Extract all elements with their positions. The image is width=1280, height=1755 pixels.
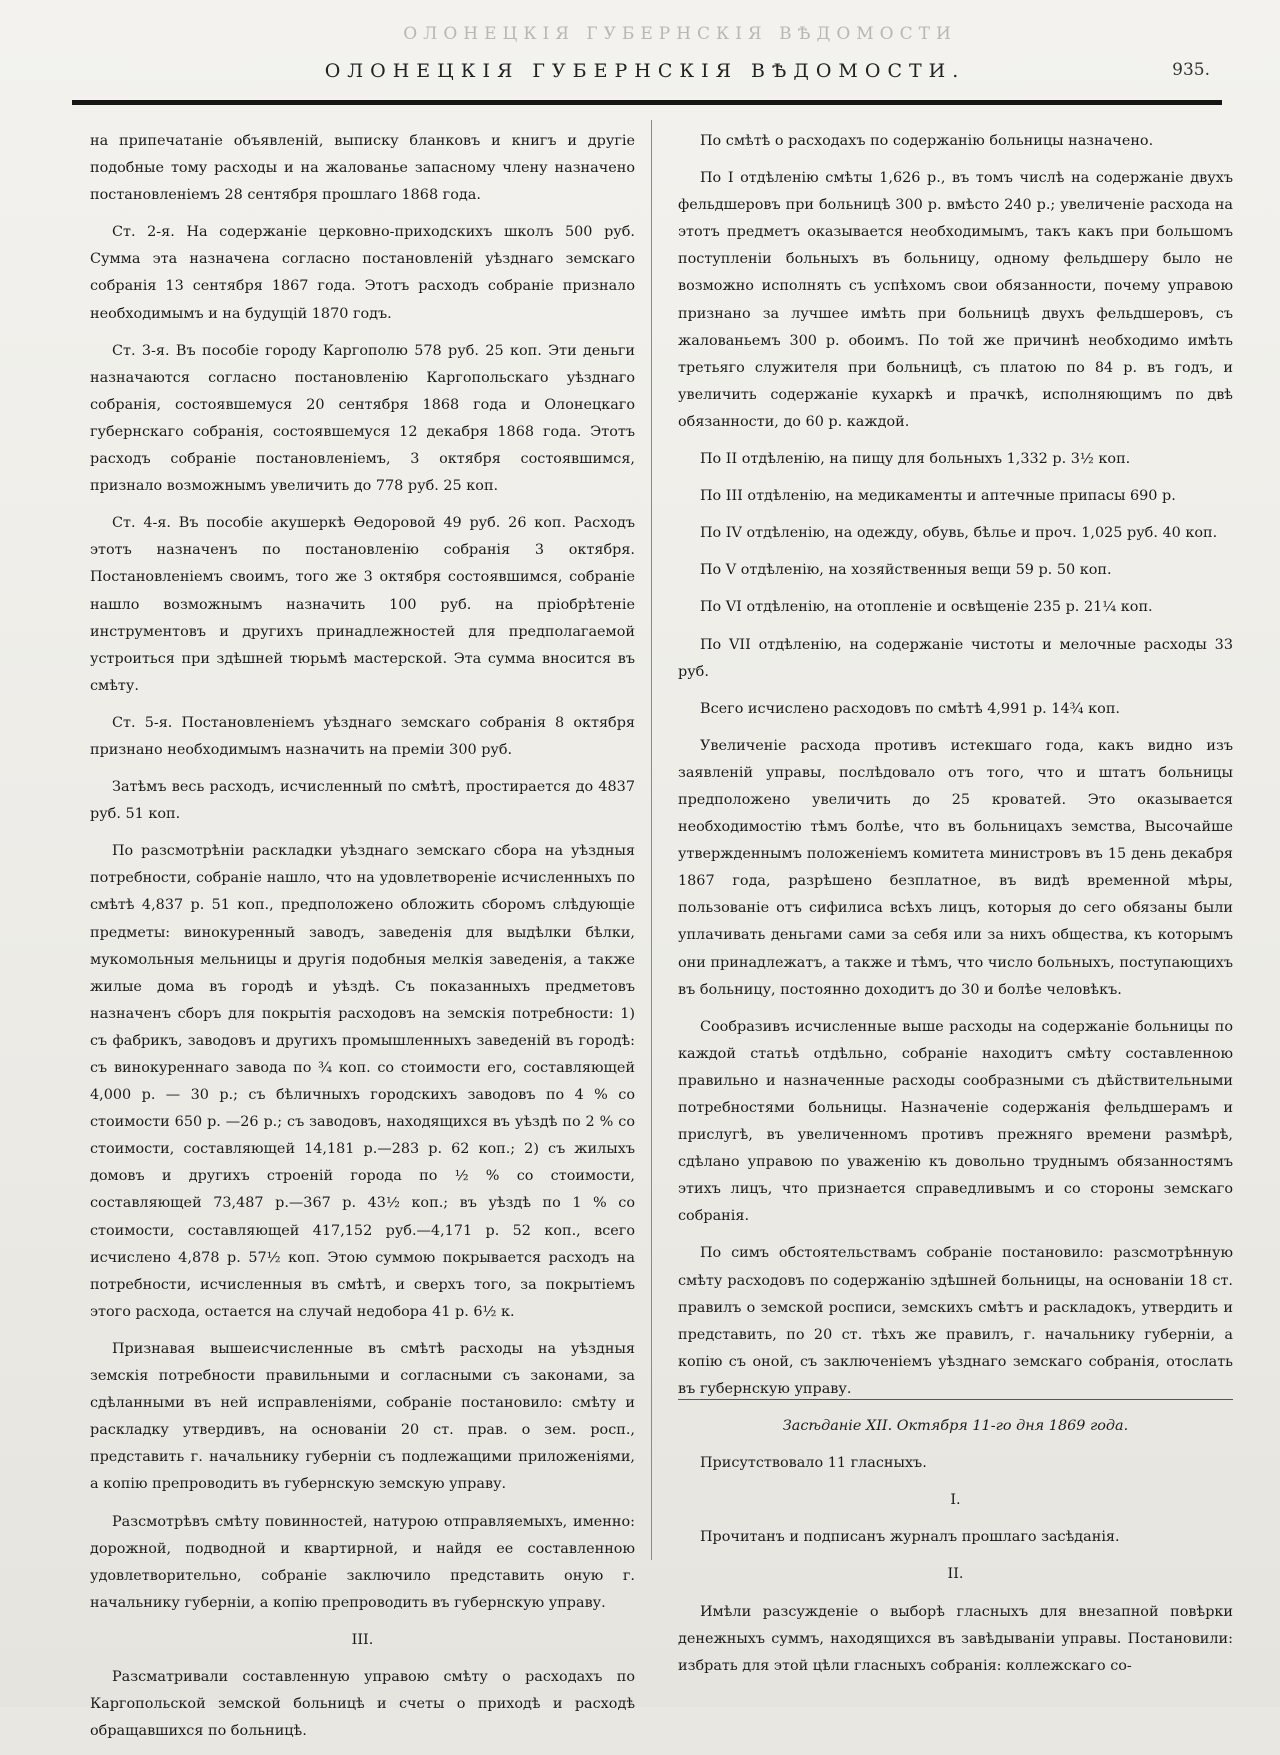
paragraph: Ст. 4-я. Въ пособіе акушеркѣ Ѳедоровой 49 руб. 26 коп. Расходъ этотъ назначенъ по постановленію собранія 3 октября. Постановленіемъ своимъ, того же 3 октября состоявшимся, собраніе нашло возможнымъ назначить 100 руб. на пріобрѣтеніе инструментовъ и другихъ принадлежностей для предполагаемой устроиться при здѣшней тюрьмѣ мастерской. Эта сумма вносится въ смѣту. [90,515,635,694]
paragraph: на припечатаніе объявленій, выписку бланковъ и книгъ и другіе подобные тому расходы и на жалованье запасному члену назначено постановленіемъ 28 сентября прошлаго 1868 года. [90,133,635,204]
right-column [678,128,1233,1690]
paragraph: По VII отдѣленію, на содержаніе чистоты и мелочные расходы 33 руб. [678,636,1233,680]
column-divider [651,120,652,1560]
paragraph: Ст. 5-я. Постановленіемъ уѣзднаго земскаго собранія 8 октября признано необходимымъ назначить на преміи 300 руб. [90,714,635,758]
paragraph: Разсматривали составленную управою смѣту о расходахъ по Каргопольской земской больницѣ и счеты о приходѣ и расходѣ обращавшихся по больницѣ. [90,1668,635,1740]
paragraph: Присутствовало 11 гласныхъ. [700,1455,927,1472]
paragraph: Увеличеніе расхода противъ истекшаго года, какъ видно изъ заявленій управы, послѣдовало отъ того, что и штатъ больницы предположено увеличить до 25 кроватей. Это оказывается необходимостію тѣмъ болѣе, что въ больницахъ земства, Высочайше утвержденнымъ положеніемъ комитета министровъ въ 15 день декабря 1867 года, разрѣшено безплатное, въ видѣ временной мѣры, пользованіе отъ сифилиса всѣхъ лицъ, которыя до сего обязаны были уплачивать деньгами сами за себя или за нихъ общества, къ которымъ они принадлежатъ, а также и тѣмъ, что число больныхъ, поступающихъ въ больницу, постоянно доходитъ до 30 и болѣе человѣкъ. [678,737,1233,998]
page-header [70,58,1220,94]
paragraph: Затѣмъ весь расходъ, исчисленный по смѣтѣ, простирается до 4837 руб. 51 коп. [90,779,635,823]
header-rule [72,100,1222,105]
paragraph: Имѣли разсужденіе о выборѣ гласныхъ для внезапной повѣрки денежныхъ суммъ, находящихся въ завѣдываніи управы. Постановили: избрать для этой цѣли гласныхъ собранія: коллежскаго со- [678,1603,1233,1674]
paragraph: Разсмотрѣвъ смѣту повинностей, натурою отправляемыхъ, именно: дорожной, подводной и квартирной, и найдя ее составленною удовлетворительно, собраніе заключило представить оную г. начальнику губерніи, а копію препроводить въ губернскую управу. [90,1513,635,1611]
left-column [90,128,635,1755]
paragraph: Сообразивъ исчисленные выше расходы на содержаніе больницы по каждой статьѣ отдѣльно, собраніе находитъ смѣту составленною правильно и назначенные расходы сообразными съ дѣйствительными потребностями больницы. Назначеніе содержанія фельдшерамъ и прислугѣ, въ увеличенномъ противъ прежняго времени размѣрѣ, сдѣлано управою по уваженію къ довольно труднымъ обязанностямъ этихъ лицъ, что признается справедливымъ и со стороны земскаго собранія. [678,1018,1233,1225]
paragraph: По III отдѣленію, на медикаменты и аптечные припасы 690 р. [700,488,1176,505]
paragraph: Всего исчислено расходовъ по смѣтѣ 4,991 р. 14¾ коп. [700,700,1120,717]
paragraph: Ст. 3-я. Въ пособіе городу Каргополю 578 руб. 25 коп. Эти деньги назначаются согласно постановленію Каргопольскаго уѣзднаго собранія, состоявшемуся 20 сентября 1868 года и Олонецкаго губернскаго собранія, состоявшемуся 12 декабря 1868 года. Этотъ расходъ собраніе постановленіемъ, 3 октября состоявшимся, признало возможнымъ увеличить до 778 руб. 25 коп. [90,342,635,495]
session-heading: Засѣданіе XII. Октября 11-го дня 1869 года. [678,1413,1233,1440]
paragraph: По II отдѣленію, на пищу для больныхъ 1,332 р. 3½ коп. [700,451,1131,468]
paragraph: По VI отдѣленію, на отопленіе и освѣщеніе 235 р. 21¼ коп. [700,599,1153,616]
page-number: 935. [1172,60,1210,80]
section-numeral: III. [351,1631,374,1648]
paragraph: Прочитанъ и подписанъ журналъ прошлаго засѣданія. [700,1529,1120,1546]
paragraph: Признавая вышеисчисленные въ смѣтѣ расходы на уѣздныя земскія потребности правильными и согласными съ законами, за сдѣланными въ ней исправленіями, собраніе постановило: смѣту и раскладку утвердивъ, на основаніи 20 ст. прав. о зем. росп., представить г. начальнику губерніи съ подлежащими приложеніями, а копію препроводить въ губернскую земскую управу. [90,1340,635,1493]
paragraph: По смѣтѣ о расходахъ по содержанію больницы назначено. [700,133,1154,149]
paragraph: По V отдѣленію, на хозяйственныя вещи 59 р. 50 коп. [700,562,1112,579]
paragraph: По IV отдѣленію, на одежду, обувь, бѣлье и проч. 1,025 руб. 40 коп. [700,525,1218,542]
section-numeral: II. [947,1566,964,1583]
paragraph: По симъ обстоятельствамъ собраніе постановило: разсмотрѣнную смѣту расходовъ по содержанію здѣшней больницы, на основаніи 18 ст. правилъ о земской росписи, земскихъ смѣтъ и раскладокъ, утвердить и представить, по 20 ст. тѣхъ же правилъ, г. начальнику губерніи, а копію съ оной, съ заключеніемъ уѣзднаго земскаго собранія, отослать въ губернскую управу. [678,1245,1233,1397]
paragraph: Ст. 2-я. На содержаніе церковно-приходскихъ школъ 500 руб. Сумма эта назначена согласно постановленій уѣзднаго земскаго собранія 13 сентября 1867 года. Этотъ расходъ собраніе признало необходимымъ и на будущій 1870 годъ. [90,224,635,322]
page-title: ОЛОНЕЦКІЯ ГУБЕРНСКІЯ ВѢДОМОСТИ. [324,60,966,82]
paragraph: По разсмотрѣніи раскладки уѣзднаго земскаго сбора на уѣздныя потребности, собраніе нашло, что на удовлетвореніе исчисленныхъ по смѣтѣ 4,837 р. 51 коп., предположено обложить сборомъ слѣдующіе предметы: винокуренный заводъ, заведенія для выдѣлки бѣлки, мукомольныя мельницы и другія подобныя мелкія заведенія, а также жилые дома въ городѣ и уѣздѣ. Съ показанныхъ предметовъ назначенъ сборъ для покрытія расходовъ на земскія потребности: 1) съ фабрикъ, заводовъ и другихъ промышленныхъ заведеній въ городѣ: съ винокуреннаго завода по ¾ коп. со стоимости его, составляющей 4,000 р. — 30 р.; съ бѣличныхъ городскихъ заводовъ по 4 % со стоимости 650 р. —26 р.; съ заводовъ, находящихся въ уѣздѣ по 2 % со стоимости, составляющей 14,181 р.—283 р. 62 коп.; 2) съ жилыхъ домовъ и другихъ строеній города по ½ % со стоимости, составляющей 73,487 р.—367 р. 43½ коп.; въ уѣздѣ по 1 % со стоимости, составляющей 417,152 руб.—4,171 р. 52 коп., всего исчислено 4,878 р. 57½ коп. Этою суммою покрывается расходъ на потребности, исчисленныя въ смѣтѣ, и сверхъ того, за покрытіемъ этого расхода, остается на случай недобора 41 р. 6½ к. [90,843,635,1320]
paragraph: По I отдѣленію смѣты 1,626 р., въ томъ числѣ на содержаніе двухъ фельдшеровъ при больницѣ 300 р. вмѣсто 240 р.; увеличеніе расхода на этотъ предметъ оказывается необходимымъ, такъ какъ при большомъ поступленіи больныхъ въ больницу, одному фельдшеру было не возможно исполнять съ успѣхомъ свои обязанности, почему управою признано за лучшее имѣть при больницѣ двухъ фельдшеровъ, съ жалованьемъ 300 р. обоимъ. По той же причинѣ необходимо имѣть третьяго служителя при больницѣ, съ платою по 84 р. въ годъ, и увеличить содержаніе кухаркѣ и прачкѣ, исполняющимъ по двѣ обязанности, до 60 р. каждой. [678,170,1233,430]
bleed-through-header: ОЛОНЕЦКІЯ ГУБЕРНСКІЯ ВѢДОМОСТИ [403,24,957,44]
section-numeral: I. [950,1492,961,1509]
